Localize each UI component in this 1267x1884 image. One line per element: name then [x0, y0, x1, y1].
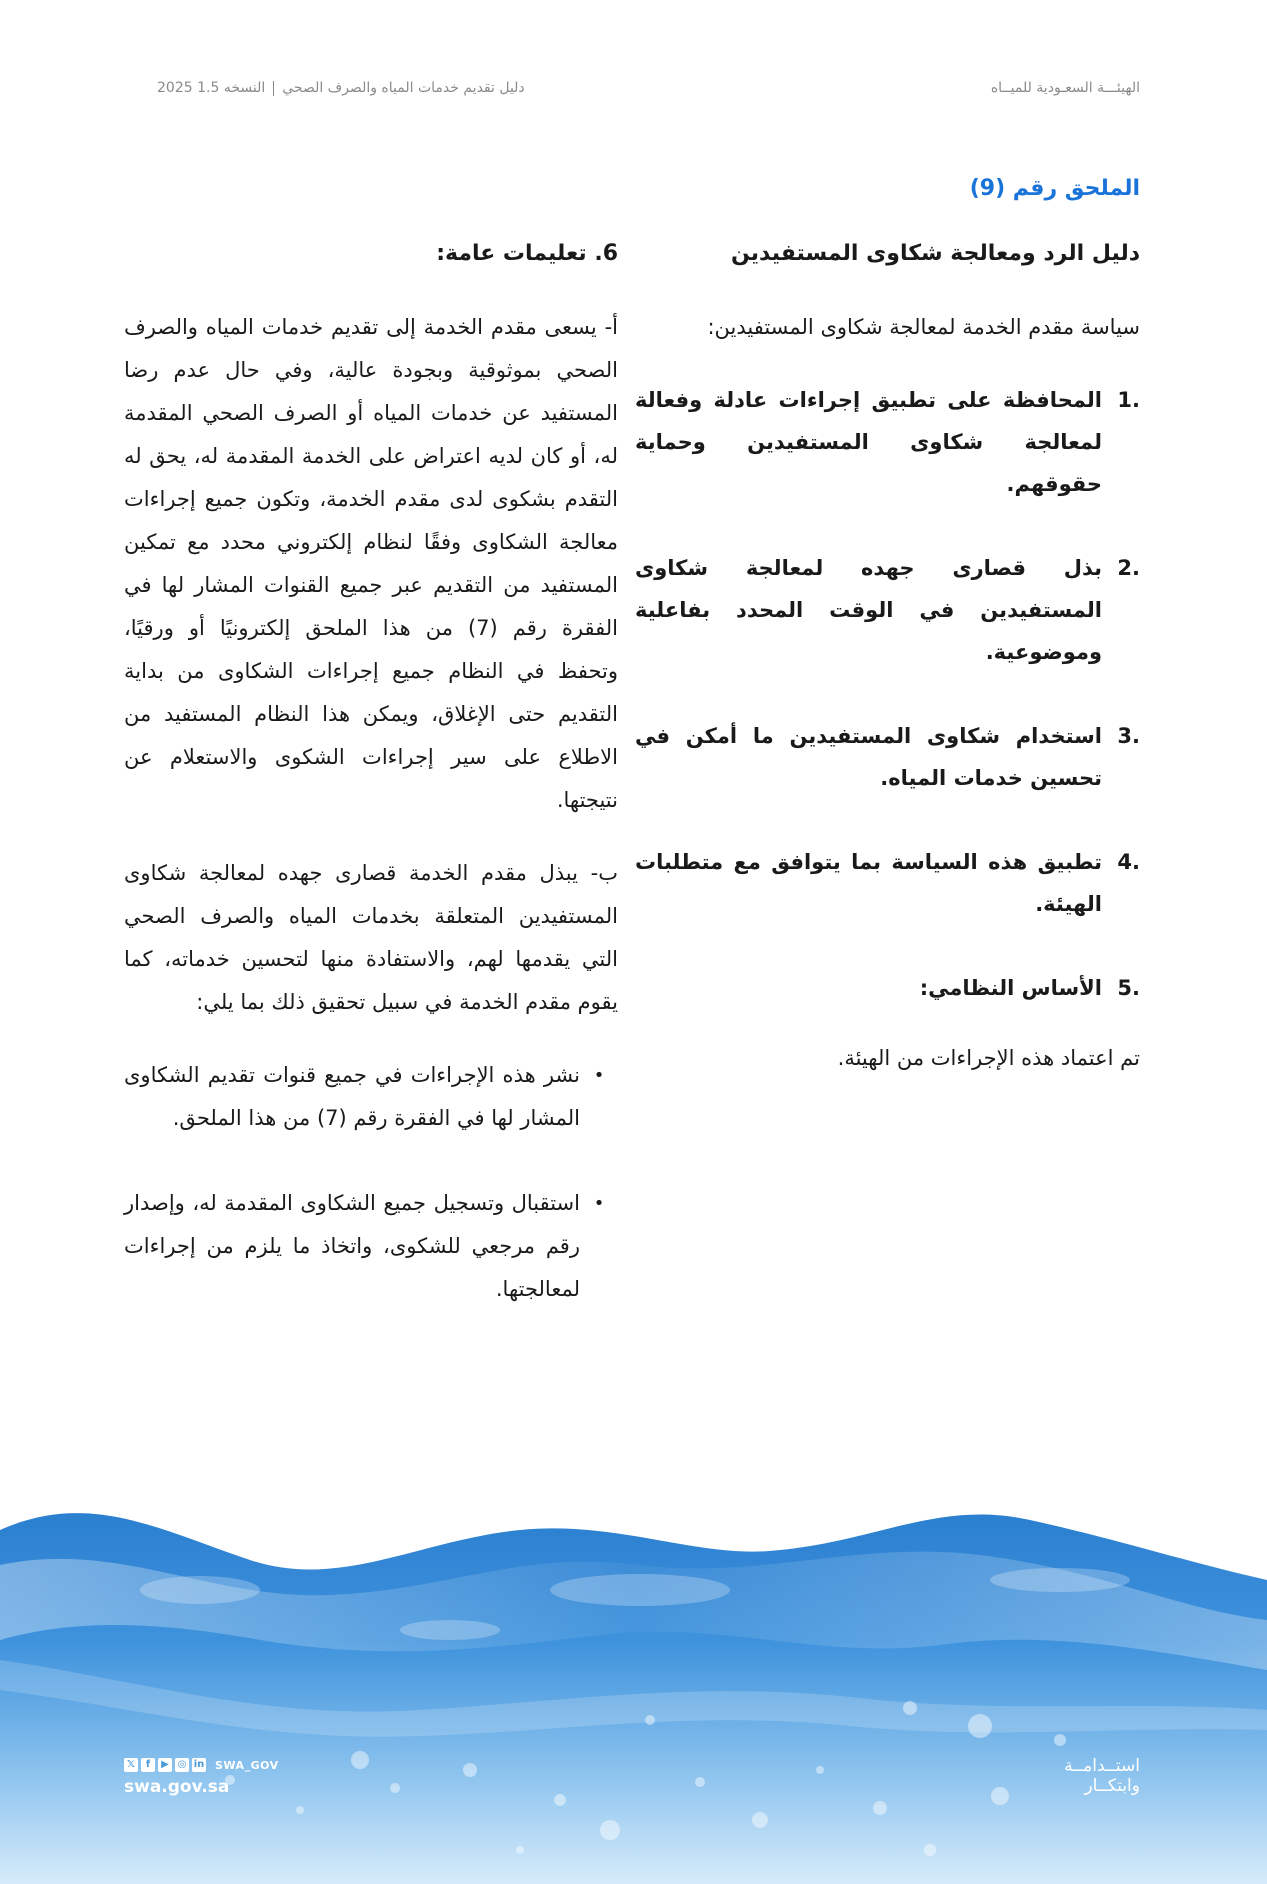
bullet-dot: • [593, 1193, 605, 1214]
header-organization: الهيئـــة السعـودية للميــاه [990, 80, 1140, 96]
policy-list [635, 379, 1140, 1009]
bullet-text: نشر هذه الإجراءات في جميع قنوات تقديم الشكاوى المشار لها في الفقرة رقم (7) من هذا الملحق. [124, 1063, 580, 1130]
water-wave-image [0, 1470, 1267, 1884]
paragraph-a: أ- يسعى مقدم الخدمة إلى تقديم خدمات المياه والصرف الصحي بموثوقية وبجودة عالية، وفي حال عدم رضا المستفيد عن خدمات المياه أو الصرف الصحي المقدمة له، أو كان لديه اعتراض على الخدمة المقدمة له، يحق له التقدم بشكوى لدى مقدم الخدمة، وتكون جميع إجراءات معالجة الشكاوى وفقًا لنظام إلكتروني محدد مع تمكين المستفيد من التقديم عبر جميع القنوات المشار لها في الفقرة رقم (7) من هذا الملحق إلكترونيًا أو ورقيًا، وتحفظ في النظام جميع إجراءات الشكاوى من بداية التقديم حتى الإغلاق، ويمكن هذا النظام المستفيد من الاطلاع على سير إجراءات الشكوى والاستعلام عن نتيجتها. [124, 315, 618, 812]
list-item-number: .1 [1117, 388, 1140, 412]
x-icon[interactable]: 𝕏 [124, 1758, 138, 1772]
social-links [124, 1758, 279, 1772]
instagram-icon[interactable]: ◎ [175, 1758, 189, 1772]
slogan-line-2: وابتكــار [1084, 1776, 1140, 1796]
list-item [635, 547, 1140, 673]
bullet-dot: • [593, 1065, 605, 1086]
list-item-number: .4 [1117, 850, 1140, 874]
footer-slogan [1064, 1756, 1140, 1796]
website-link[interactable]: swa.gov.sa [124, 1777, 230, 1797]
header-document-info [157, 80, 525, 96]
list-item [635, 967, 1140, 1009]
linkedin-icon[interactable]: in [193, 1759, 205, 1770]
general-instructions-title: 6. تعليمات عامة: [436, 241, 618, 266]
header-divider [273, 81, 274, 96]
bullet-item [124, 1182, 618, 1311]
header-version: النسخه 1.5 2025 [157, 80, 266, 96]
policy-intro: سياسة مقدم الخدمة لمعالجة شكاوى المستفيدين: [707, 315, 1140, 339]
list-item [635, 841, 1140, 925]
list-item-text: استخدام شكاوى المستفيدين ما أمكن في تحسين خدمات المياه. [635, 724, 1102, 790]
youtube-icon[interactable]: ▶ [158, 1758, 172, 1772]
list-item-number: .3 [1117, 724, 1140, 748]
bullet-text: استقبال وتسجيل جميع الشكاوى المقدمة له، وإصدار رقم مرجعي للشكوى، واتخاذ ما يلزم من إجراءات لمعالجتها. [124, 1191, 580, 1301]
right-column [635, 236, 1140, 1080]
list-item [635, 715, 1140, 799]
list-item-text: بذل قصارى جهده لمعالجة شكاوى المستفيدين في الوقت المحدد بفاعلية وموضوعية. [635, 556, 1102, 664]
header-document-title: دليل تقديم خدمات المياه والصرف الصحي [282, 80, 525, 96]
slogan-line-1: استــدامــة [1064, 1756, 1140, 1776]
list-item [635, 379, 1140, 505]
social-handle: SWA_GOV [215, 1758, 279, 1772]
approval-statement: تم اعتماد هذه الإجراءات من الهيئة. [837, 1046, 1140, 1070]
paragraph-b: ب- يبذل مقدم الخدمة قصارى جهده لمعالجة شكاوى المستفيدين المتعلقة بخدمات المياه والصرف الصحي التي يقدمها لهم، والاستفادة منها لتحسين خدماته، كما يقوم مقدم الخدمة في سبيل تحقيق ذلك بما يلي: [124, 861, 618, 1014]
list-item-text: الأساس النظامي: [919, 976, 1102, 1000]
guide-title: دليل الرد ومعالجة شكاوى المستفيدين [730, 241, 1140, 266]
list-item-text: تطبيق هذه السياسة بما يتوافق مع متطلبات الهيئة. [635, 850, 1102, 916]
annex-title: الملحق رقم (9) [969, 176, 1140, 201]
bullet-list [124, 1054, 618, 1311]
facebook-icon[interactable]: f [141, 1758, 155, 1772]
list-item-number: .5 [1117, 976, 1140, 1000]
list-item-number: .2 [1117, 556, 1140, 580]
left-column [124, 236, 618, 1353]
list-item-text: المحافظة على تطبيق إجراءات عادلة وفعالة لمعالجة شكاوى المستفيدين وحماية حقوقهم. [635, 388, 1102, 496]
bullet-item [124, 1054, 618, 1140]
